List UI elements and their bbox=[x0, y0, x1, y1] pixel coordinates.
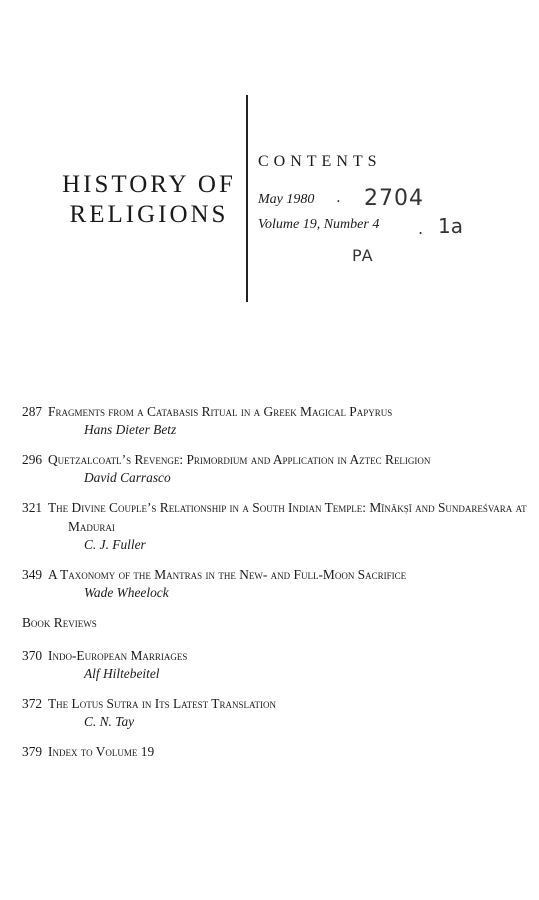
toc-entry bbox=[22, 742, 527, 761]
page-number: 296 bbox=[22, 452, 43, 467]
page-number: 370 bbox=[22, 648, 43, 663]
page-number: 349 bbox=[22, 567, 43, 582]
article-title: Fragments from a Catabasis Ritual in a Greek Magical Papyrus bbox=[48, 404, 393, 419]
issue-date: May 1980 bbox=[258, 192, 315, 207]
article-title: The Divine Couple’s Relationship in a South Indian Temple: Mīnākṣī and Sundareśvara at Madurai bbox=[48, 500, 527, 534]
toc-entry bbox=[22, 565, 527, 601]
article-author: Wade Wheelock bbox=[84, 585, 169, 600]
journal-title bbox=[58, 170, 240, 230]
page-number: 321 bbox=[22, 500, 43, 515]
handwritten-mark: . bbox=[336, 188, 341, 206]
page-number: 287 bbox=[22, 404, 43, 419]
handwritten-mark: PA bbox=[352, 246, 374, 265]
article-title: A Taxonomy of the Mantras in the New- and Full-Moon Sacrifice bbox=[48, 567, 407, 582]
handwritten-mark: 1a bbox=[438, 214, 463, 238]
journal-title-line2: RELIGIONS bbox=[69, 201, 229, 228]
review-title: The Lotus Sutra in Its Latest Translation bbox=[48, 696, 276, 711]
page-number: 379 bbox=[22, 744, 43, 759]
toc-entry bbox=[22, 450, 527, 486]
article-author: C. J. Fuller bbox=[84, 537, 146, 552]
review-title: Indo-European Marriages bbox=[48, 648, 188, 663]
review-author: C. N. Tay bbox=[84, 714, 135, 729]
toc-entry bbox=[22, 646, 527, 682]
handwritten-mark: . bbox=[418, 219, 424, 238]
article-author: Hans Dieter Betz bbox=[84, 422, 177, 437]
table-of-contents bbox=[22, 402, 527, 773]
issue-volume: Volume 19, Number 4 bbox=[258, 217, 380, 232]
contents-heading: CONTENTS bbox=[258, 153, 382, 170]
article-title: Quetzalcoatl’s Revenge: Primordium and Application in Aztec Religion bbox=[48, 452, 431, 467]
index-title: Index to Volume 19 bbox=[48, 744, 155, 759]
toc-entry bbox=[22, 498, 527, 553]
book-reviews-heading: Book Reviews bbox=[22, 615, 97, 630]
article-author: David Carrasco bbox=[84, 470, 171, 485]
review-author: Alf Hiltebeitel bbox=[84, 666, 160, 681]
page-number: 372 bbox=[22, 696, 43, 711]
journal-title-line1: HISTORY OF bbox=[62, 171, 236, 198]
vertical-divider bbox=[246, 95, 248, 302]
toc-entry bbox=[22, 402, 527, 438]
handwritten-call-number: 2704 bbox=[364, 186, 424, 211]
toc-entry bbox=[22, 694, 527, 730]
